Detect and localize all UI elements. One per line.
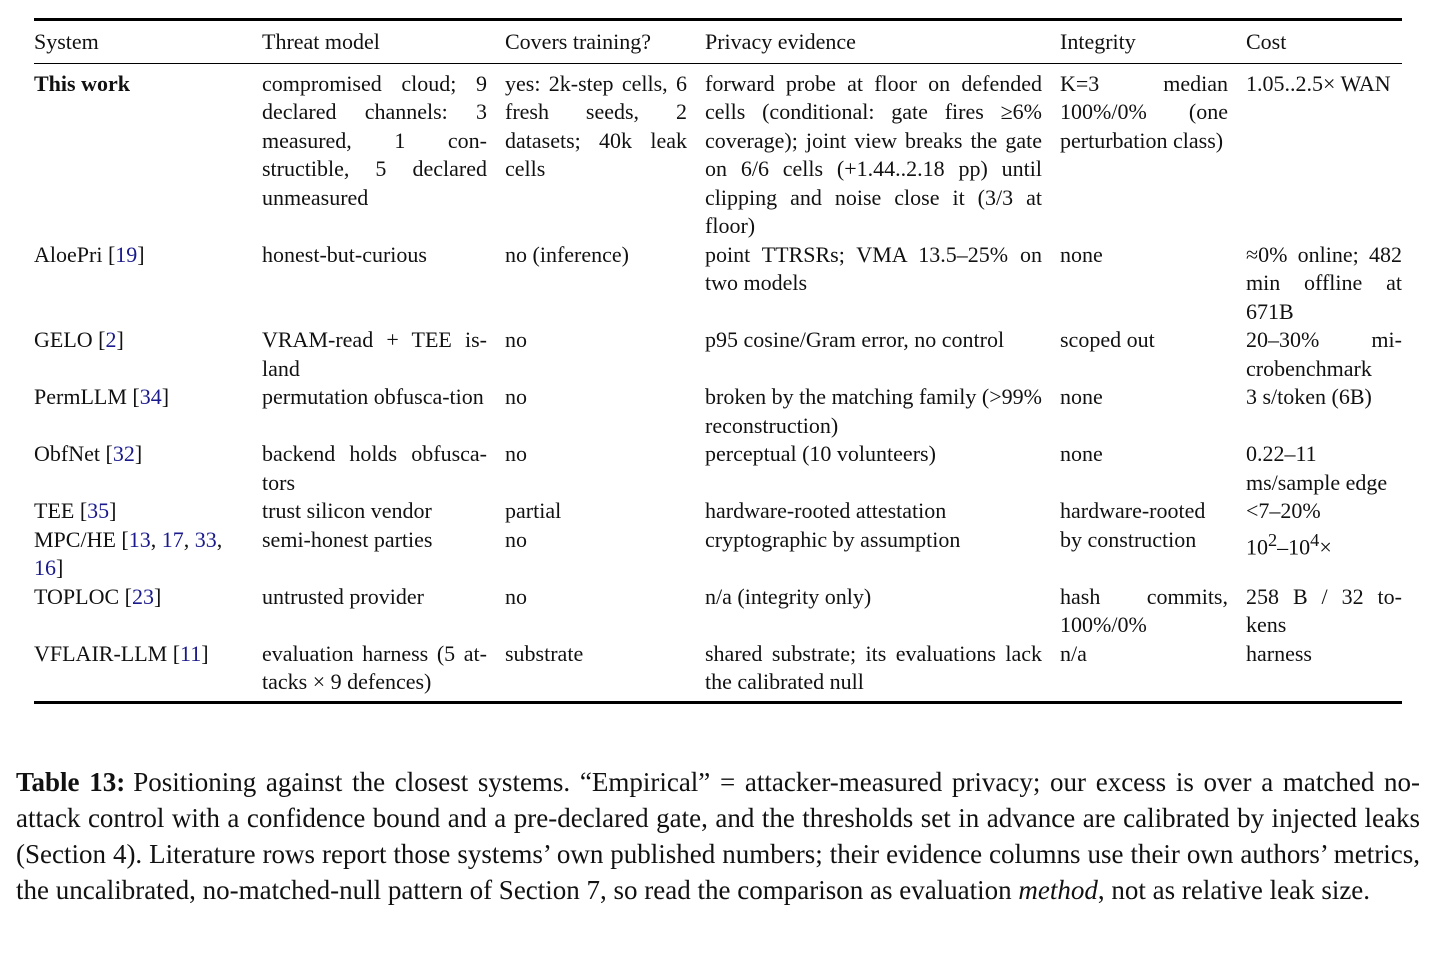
cell-threat-model: evaluation harness (5 at-tacks × 9 defences) (262, 640, 505, 703)
table-row (34, 326, 1402, 383)
cell-cost: 258 B / 32 to-kens (1246, 583, 1402, 637)
caption-text: Positioning against the closest systems. “Empirical” = attacker-measured privacy; our excess is over a matched no-attack control with a confidence bound and a pre-declared gate, and the thresholds set in advance are calibrated by injected leaks (Section 4). Literature rows report those systems’ own published numbers; their evidence columns use their own authors’ metrics, the uncalibrated, no-matched-null pattern of Section 7, so read the comparison as evaluation (16, 767, 1420, 905)
cell-threat-model: compromised cloud; 9 declared channels: 3 measured, 1 con-structible, 5 declared unmeasured (262, 70, 487, 210)
cell-cost: 3 s/token (6B) (1246, 384, 1372, 409)
table-row (34, 440, 1402, 497)
cell-covers-training: partial (505, 498, 562, 523)
table-header-row (34, 20, 1402, 64)
system-name: GELO (34, 327, 93, 352)
header-system: System (34, 20, 262, 64)
cell-privacy-evidence: point TTRSRs; VMA 13.5–25% on two models (705, 241, 1042, 295)
cost-base: 10 (1246, 533, 1268, 559)
cell-covers-training: no (inference) (505, 241, 629, 267)
cell-covers-training: no (505, 327, 527, 352)
cell-covers-training: no (505, 583, 527, 609)
cell-privacy-evidence: hardware-rooted attestation (705, 498, 947, 523)
cell-covers-training: substrate (505, 640, 705, 703)
cell-integrity: n/a (1060, 640, 1246, 703)
cell-privacy-evidence: cryptographic by assumption (705, 526, 961, 552)
citation-link[interactable]: 32 (112, 441, 135, 466)
cell-system: TOPLOC [23] (34, 583, 162, 609)
header-covers-training: Covers training? (505, 20, 705, 64)
citation-link[interactable]: 2 (105, 327, 117, 352)
table-row (34, 526, 1402, 583)
system-name: PermLLM (34, 384, 127, 409)
cell-threat-model: honest-but-curious (262, 241, 427, 267)
cost-exponent: 2 (1268, 529, 1278, 550)
cell-system: This work (34, 70, 130, 96)
citation-link[interactable]: 13 (128, 526, 151, 552)
header-threat-model: Threat model (262, 20, 505, 64)
cell-privacy-evidence: p95 cosine/Gram error, no control (705, 327, 1005, 352)
table-row (34, 383, 1402, 440)
cell-privacy-evidence: shared substrate; its evaluations lack the calibrated null (705, 640, 1060, 703)
cell-covers-training: no (505, 441, 527, 466)
citation-link[interactable]: 23 (132, 583, 154, 609)
comparison-table (34, 18, 1402, 704)
cell-privacy-evidence: forward probe at floor on defended cells (conditional: gate fires ≥6% coverage); joint view breaks the gate on 6/6 cells (+1.44..2.18 pp) until clipping and noise close it (3/3 at floor) (705, 70, 1042, 238)
table-row (34, 583, 1402, 640)
cell-system: GELO [2] (34, 327, 124, 352)
cell-threat-model: VRAM-read + TEE is-land (262, 327, 487, 381)
cell-integrity: scoped out (1060, 327, 1155, 352)
table-row (34, 63, 1402, 241)
cell-cost: ≈0% online; 482 min offline at 671B (1246, 241, 1402, 324)
citation-link[interactable]: 17 (161, 526, 184, 552)
cell-integrity: by construction (1060, 526, 1197, 552)
system-name: MPC/HE (34, 526, 116, 552)
cell-cost: harness (1246, 640, 1402, 703)
system-name: TEE (34, 498, 75, 523)
header-cost: Cost (1246, 20, 1402, 64)
cell-integrity: none (1060, 441, 1103, 466)
cost-range: –10 (1277, 533, 1311, 559)
table-row (34, 640, 1402, 703)
cell-threat-model: backend holds obfusca-tors (262, 441, 487, 495)
cell-cost: 0.22–11 ms/sample edge (1246, 441, 1388, 495)
system-name: VFLAIR-LLM (34, 640, 168, 666)
citation-link[interactable]: 33 (194, 526, 217, 552)
cell-system: ObfNet [32] (34, 441, 143, 466)
cell-covers-training: no (505, 384, 527, 409)
table-row (34, 497, 1402, 526)
citation-link[interactable]: 19 (115, 241, 138, 267)
cell-integrity: hardware-rooted (1060, 498, 1206, 523)
caption-text-end: , not as relative leak size. (1097, 875, 1371, 905)
header-integrity: Integrity (1060, 20, 1246, 64)
caption-label: Table 13: (16, 767, 126, 797)
comparison-table-container (34, 18, 1402, 704)
cell-system: MPC/HE [13, 17, 33, 16] (34, 526, 223, 580)
cell-system: AloePri [19] (34, 241, 145, 267)
header-privacy-evidence: Privacy evidence (705, 20, 1060, 64)
system-name: AloePri (34, 241, 103, 267)
cell-privacy-evidence: broken by the matching family (>99% reconstruction) (705, 384, 1042, 438)
system-name: ObfNet (34, 441, 100, 466)
cell-cost: 20–30% mi-crobenchmark (1246, 327, 1402, 381)
cost-exponent: 4 (1310, 529, 1320, 550)
cell-integrity: hash commits, 100%/0% (1060, 583, 1228, 637)
cell-integrity: K=3 median 100%/0% (one perturbation class) (1060, 70, 1228, 153)
cell-cost: <7–20% (1246, 498, 1321, 523)
citation-link[interactable]: 11 (180, 640, 202, 666)
cell-threat-model: trust silicon vendor (262, 498, 432, 523)
citation-link[interactable]: 35 (87, 498, 110, 523)
cell-system: TEE [35] (34, 498, 117, 523)
citation-link[interactable]: 34 (139, 384, 162, 409)
cell-threat-model: permutation obfusca-tion (262, 384, 484, 409)
table-caption (16, 764, 1420, 908)
citation-link[interactable]: 16 (34, 555, 56, 580)
table-row (34, 241, 1402, 327)
cell-threat-model: untrusted provider (262, 583, 424, 609)
cell-integrity: none (1060, 384, 1103, 409)
cell-system: VFLAIR-LLM [11] (34, 640, 262, 703)
cell-covers-training: no (505, 526, 527, 552)
cell-covers-training: yes: 2k-step cells, 6 fresh seeds, 2 datasets; 40k leak cells (505, 70, 687, 181)
cost-multiplier: × (1319, 533, 1332, 559)
cell-cost (1246, 526, 1402, 583)
cell-privacy-evidence: perceptual (10 volunteers) (705, 441, 936, 466)
system-name: TOPLOC (34, 583, 120, 609)
cell-cost: 1.05..2.5× WAN (1246, 70, 1391, 96)
cell-threat-model: semi-honest parties (262, 526, 433, 552)
cell-system: PermLLM [34] (34, 384, 170, 409)
cell-integrity: none (1060, 241, 1103, 267)
cell-privacy-evidence: n/a (integrity only) (705, 583, 872, 609)
caption-emphasis: method (1018, 875, 1098, 905)
